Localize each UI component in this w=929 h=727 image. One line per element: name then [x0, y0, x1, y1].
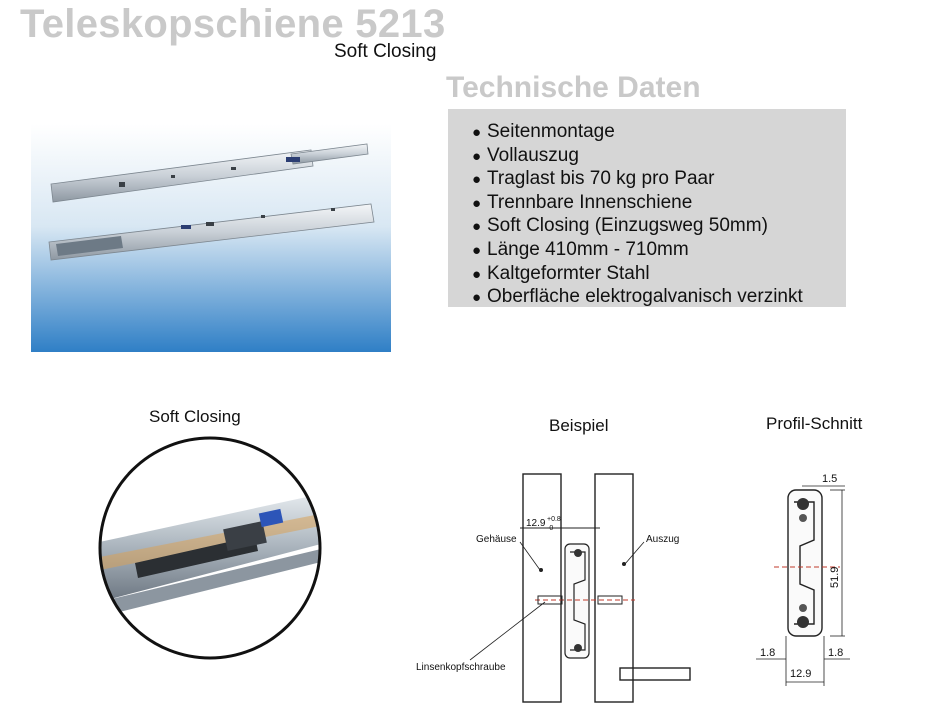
spec-item: ● Seitenmontage — [472, 121, 846, 145]
spec-item: ● Vollauszug — [472, 145, 846, 169]
gap-tolerance-minus: -0 — [547, 525, 554, 532]
bullet-icon: ● — [472, 218, 482, 236]
gap-tolerance-plus: +0.8 — [547, 516, 561, 523]
soft-closing-caption: Soft Closing — [149, 407, 241, 426]
page-title: Teleskopschiene 5213 — [20, 2, 446, 46]
spec-item: ● Traglast bis 70 kg pro Paar — [472, 168, 846, 192]
profile-dim-top: 1.5 — [822, 473, 838, 485]
profile-dim-left: 1.8 — [760, 647, 776, 659]
bullet-icon: ● — [472, 171, 482, 189]
profile-dim-height: 51.9 — [829, 566, 841, 588]
profile-dim-right: 1.8 — [828, 647, 844, 659]
profile-section-caption: Profil-Schnitt — [766, 414, 863, 433]
mounting-example-drawing — [410, 460, 710, 710]
page-subtitle: Soft Closing — [334, 41, 437, 62]
spec-box — [448, 109, 846, 307]
soft-closing-detail-photo — [95, 433, 325, 663]
tech-data-heading: Technische Daten — [446, 71, 701, 104]
example-caption: Beispiel — [549, 416, 609, 435]
spec-item: ● Oberfläche elektrogalvanisch verzinkt — [472, 286, 846, 310]
drawer-label: Auszug — [646, 534, 680, 545]
bullet-icon: ● — [472, 289, 482, 307]
spec-item: ● Länge 410mm - 710mm — [472, 239, 846, 263]
bullet-icon: ● — [472, 124, 482, 141]
bullet-icon: ● — [472, 194, 482, 212]
product-photo — [31, 124, 391, 352]
bullet-icon: ● — [472, 147, 482, 165]
profile-dim-width: 12.9 — [790, 668, 812, 680]
bullet-icon: ● — [472, 265, 482, 283]
gap-dimension: 12.9 — [526, 518, 546, 529]
profile-section-drawing — [750, 460, 920, 690]
cabinet-label: Gehäuse — [476, 534, 517, 545]
screw-label: Linsenkopfschraube — [416, 662, 506, 673]
spec-item: ● Soft Closing (Einzugsweg 50mm) — [472, 215, 846, 239]
spec-item: ● Trennbare Innenschiene — [472, 192, 846, 216]
spec-list — [448, 109, 846, 310]
bullet-icon: ● — [472, 241, 482, 259]
spec-item: ● Kaltgeformter Stahl — [472, 263, 846, 287]
